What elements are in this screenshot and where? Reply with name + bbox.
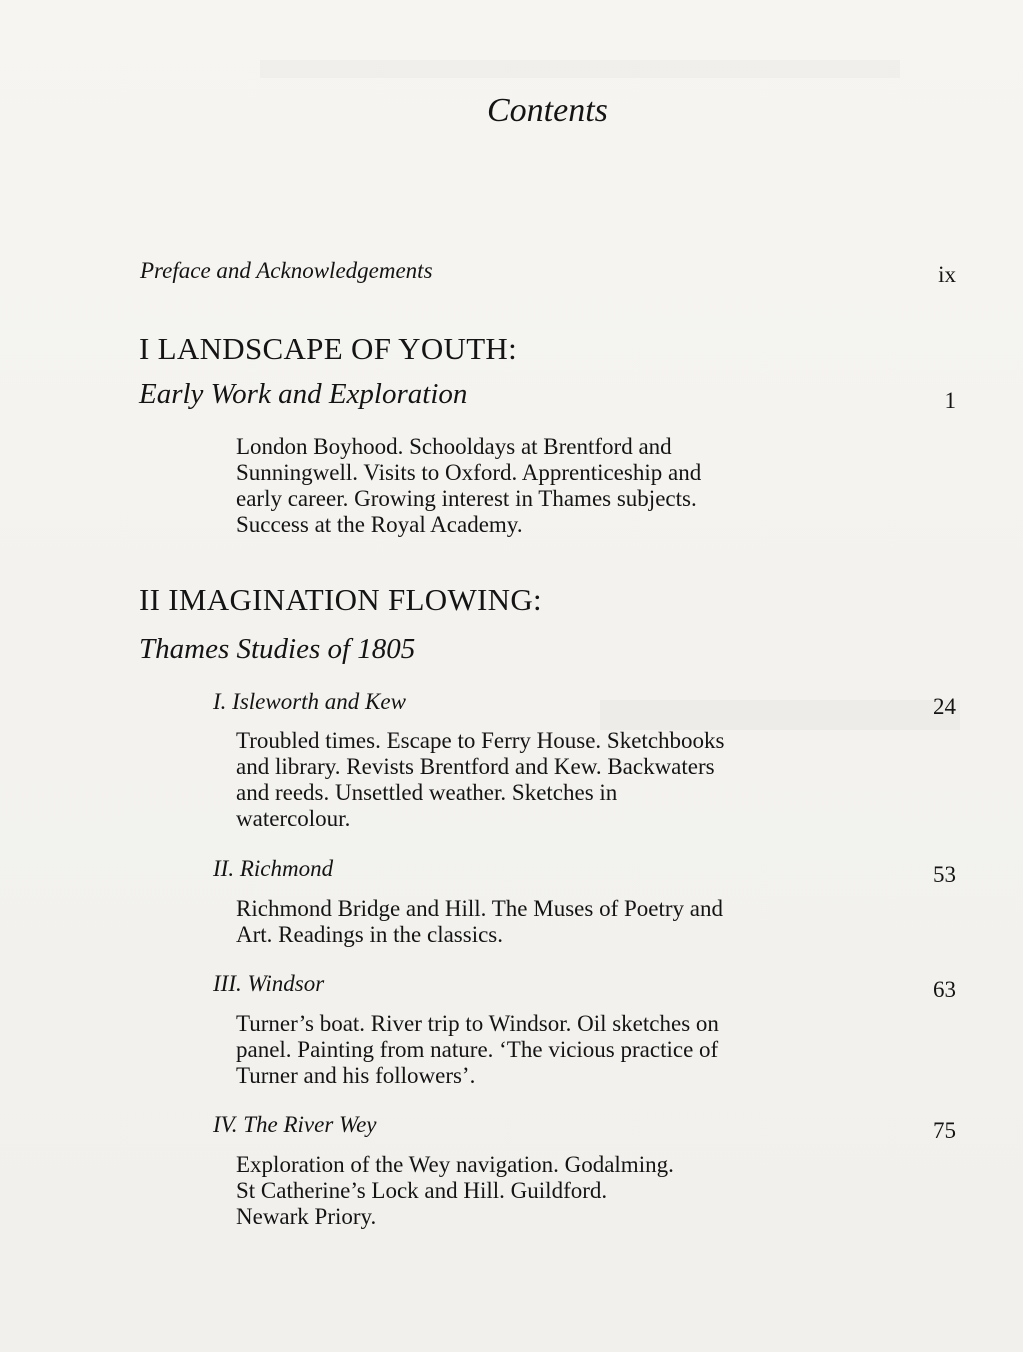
description-line: Art. Readings in the classics. [236, 922, 504, 947]
chapter-title: IV. The River Wey [213, 1112, 377, 1137]
part-one-description [236, 434, 701, 538]
chapter-description [236, 896, 723, 948]
chapter-page-number: 53 [933, 862, 956, 887]
description-line: panel. Painting from nature. ‘The vicious practice of [236, 1037, 719, 1062]
chapter-description [236, 728, 724, 832]
chapter-title: III. Windsor [213, 971, 325, 996]
description-line: Richmond Bridge and Hill. The Muses of Poetry and [236, 896, 723, 921]
chapter-title: I. Isleworth and Kew [213, 689, 406, 714]
description-line: early career. Growing interest in Thames subjects. [236, 486, 697, 511]
description-line: Exploration of the Wey navigation. Godalming. [236, 1152, 674, 1177]
preface-page-number: ix [938, 262, 956, 287]
part-one-title: I LANDSCAPE OF YOUTH: [139, 331, 518, 366]
preface-entry: Preface and Acknowledgements [140, 258, 433, 283]
description-line: Newark Priory. [236, 1204, 377, 1229]
description-line: St Catherine’s Lock and Hill. Guildford. [236, 1178, 608, 1203]
description-line: watercolour. [236, 806, 351, 831]
part-one-subtitle: Early Work and Exploration [139, 378, 468, 410]
chapter-page-number: 75 [933, 1118, 956, 1143]
description-line: Turner and his followers’. [236, 1063, 476, 1088]
description-line: and reeds. Unsettled weather. Sketches in [236, 780, 618, 805]
page-title: Contents [487, 92, 608, 129]
description-line: Troubled times. Escape to Ferry House. Sketchbooks [236, 728, 725, 753]
chapter-description [236, 1152, 674, 1230]
part-two-title: II IMAGINATION FLOWING: [139, 582, 542, 617]
description-line: London Boyhood. Schooldays at Brentford and [236, 434, 672, 459]
chapter-page-number: 24 [933, 694, 956, 719]
description-line: Sunningwell. Visits to Oxford. Apprenticeship and [236, 460, 702, 485]
chapter-description [236, 1011, 719, 1089]
description-line: Success at the Royal Academy. [236, 512, 523, 537]
description-line: Turner’s boat. River trip to Windsor. Oil sketches on [236, 1011, 719, 1036]
chapter-title: II. Richmond [213, 856, 334, 881]
part-two-subtitle: Thames Studies of 1805 [139, 633, 416, 665]
chapter-page-number: 63 [933, 977, 956, 1002]
description-line: and library. Revists Brentford and Kew. Backwaters [236, 754, 715, 779]
show-through-shadow [260, 60, 900, 78]
part-one-page-number: 1 [944, 388, 956, 413]
